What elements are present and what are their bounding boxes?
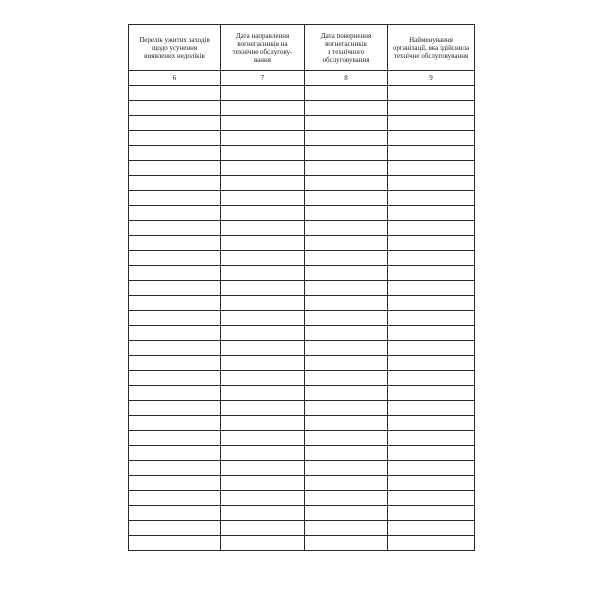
empty-cell [305,161,388,176]
empty-cell [388,311,475,326]
empty-cell [305,371,388,386]
table-row [129,116,475,131]
empty-cell [305,341,388,356]
empty-cell [221,536,305,551]
empty-cell [305,476,388,491]
empty-cell [388,206,475,221]
empty-cell [305,311,388,326]
empty-cell [388,386,475,401]
empty-cell [221,236,305,251]
empty-cell [305,206,388,221]
empty-cell [305,146,388,161]
column-number-row [129,71,475,86]
empty-cell [388,401,475,416]
empty-cell [388,176,475,191]
empty-cell [305,116,388,131]
empty-cell [305,506,388,521]
table-row [129,266,475,281]
empty-cell [221,461,305,476]
empty-cell [388,266,475,281]
empty-cell [221,521,305,536]
empty-cell [388,146,475,161]
empty-cell [129,206,221,221]
empty-cell [221,161,305,176]
empty-cell [305,416,388,431]
empty-cell [305,326,388,341]
header-row [129,25,475,71]
empty-cell [221,146,305,161]
empty-cell [221,176,305,191]
table-row [129,176,475,191]
empty-cell [388,191,475,206]
table-row [129,206,475,221]
empty-cell [221,251,305,266]
table-row [129,311,475,326]
table-row [129,536,475,551]
empty-cell [221,356,305,371]
empty-cell [221,131,305,146]
table-row [129,521,475,536]
empty-cell [221,446,305,461]
empty-cell [221,491,305,506]
empty-cell [305,86,388,101]
empty-cell [305,101,388,116]
empty-cell [129,266,221,281]
empty-cell [305,356,388,371]
table-row [129,86,475,101]
table-row [129,251,475,266]
empty-cell [129,116,221,131]
empty-cell [388,161,475,176]
empty-cell [221,101,305,116]
table-row [129,191,475,206]
empty-cell [221,326,305,341]
empty-cell [221,416,305,431]
ledger-table [128,24,475,551]
empty-cell [305,176,388,191]
empty-cell [221,221,305,236]
empty-cell [221,296,305,311]
empty-cell [129,326,221,341]
table-row [129,326,475,341]
empty-cell [305,266,388,281]
empty-cell [221,206,305,221]
empty-cell [129,176,221,191]
table-row [129,446,475,461]
table-row [129,236,475,251]
empty-cell [305,296,388,311]
empty-cell [129,386,221,401]
empty-cell [305,221,388,236]
table-row [129,296,475,311]
empty-cell [129,101,221,116]
empty-cell [221,386,305,401]
table-row [129,371,475,386]
table-row [129,341,475,356]
empty-cell [129,296,221,311]
table-row [129,476,475,491]
empty-cell [129,476,221,491]
empty-cell [129,86,221,101]
table-row [129,431,475,446]
empty-cell [221,401,305,416]
table-row [129,161,475,176]
column-number: 7 [221,71,305,86]
empty-cell [221,311,305,326]
empty-cell [388,86,475,101]
column-header-return-date: Дата повернення вогнегасників з технічного обслуговування [305,25,388,71]
empty-cell [388,221,475,236]
empty-cell [129,461,221,476]
table-row [129,101,475,116]
table-row [129,461,475,476]
empty-cell [388,506,475,521]
empty-cell [388,296,475,311]
empty-cell [388,521,475,536]
empty-cell [129,311,221,326]
empty-cell [305,431,388,446]
empty-cell [305,281,388,296]
empty-cell [388,416,475,431]
table-row [129,416,475,431]
column-number: 6 [129,71,221,86]
empty-cell [221,476,305,491]
table-row [129,506,475,521]
empty-cell [388,101,475,116]
empty-cell [129,371,221,386]
table-row [129,146,475,161]
empty-cell [129,341,221,356]
empty-cell [129,251,221,266]
empty-cell [129,236,221,251]
empty-cell [388,371,475,386]
column-header-organization: Найменування організації, яка здійснила технічне обслуговування [388,25,475,71]
empty-cell [221,116,305,131]
table-row [129,491,475,506]
empty-cell [221,341,305,356]
empty-cell [221,431,305,446]
empty-cell [305,131,388,146]
empty-cell [305,461,388,476]
column-number: 9 [388,71,475,86]
empty-cell [221,86,305,101]
empty-cell [388,326,475,341]
empty-cell [388,116,475,131]
empty-cell [221,266,305,281]
empty-cell [129,221,221,236]
empty-cell [388,461,475,476]
empty-cell [388,431,475,446]
empty-cell [129,521,221,536]
empty-cell [221,281,305,296]
empty-cell [388,491,475,506]
empty-cell [388,131,475,146]
empty-cell [129,131,221,146]
empty-cell [129,431,221,446]
column-number: 8 [305,71,388,86]
column-header-measures: Перелік ужитих заходів щодо усунення виявлених недоліків [129,25,221,71]
empty-cell [388,476,475,491]
empty-cell [129,536,221,551]
empty-cell [129,191,221,206]
empty-cell [221,191,305,206]
empty-cell [129,146,221,161]
empty-cell [129,506,221,521]
empty-cell [221,506,305,521]
table-row [129,386,475,401]
empty-cell [129,281,221,296]
table-row [129,131,475,146]
empty-cell [388,446,475,461]
table-row [129,356,475,371]
table-row [129,281,475,296]
empty-cell [129,416,221,431]
empty-cell [388,356,475,371]
empty-cell [305,491,388,506]
empty-cell [388,341,475,356]
empty-cell [305,401,388,416]
empty-cell [129,161,221,176]
empty-cell [388,251,475,266]
empty-cell [388,536,475,551]
empty-cell [305,236,388,251]
empty-cell [129,356,221,371]
table-row [129,401,475,416]
empty-cell [129,401,221,416]
empty-cell [305,191,388,206]
column-header-sent-date: Дата направлення вогнегасників на технічне обслугову- вання [221,25,305,71]
empty-cell [305,251,388,266]
empty-cell [129,491,221,506]
empty-cell [305,536,388,551]
empty-cell [388,236,475,251]
empty-cell [388,281,475,296]
empty-cell [305,446,388,461]
table-row [129,221,475,236]
empty-cell [129,446,221,461]
empty-cell [305,521,388,536]
empty-cell [305,386,388,401]
empty-cell [221,371,305,386]
